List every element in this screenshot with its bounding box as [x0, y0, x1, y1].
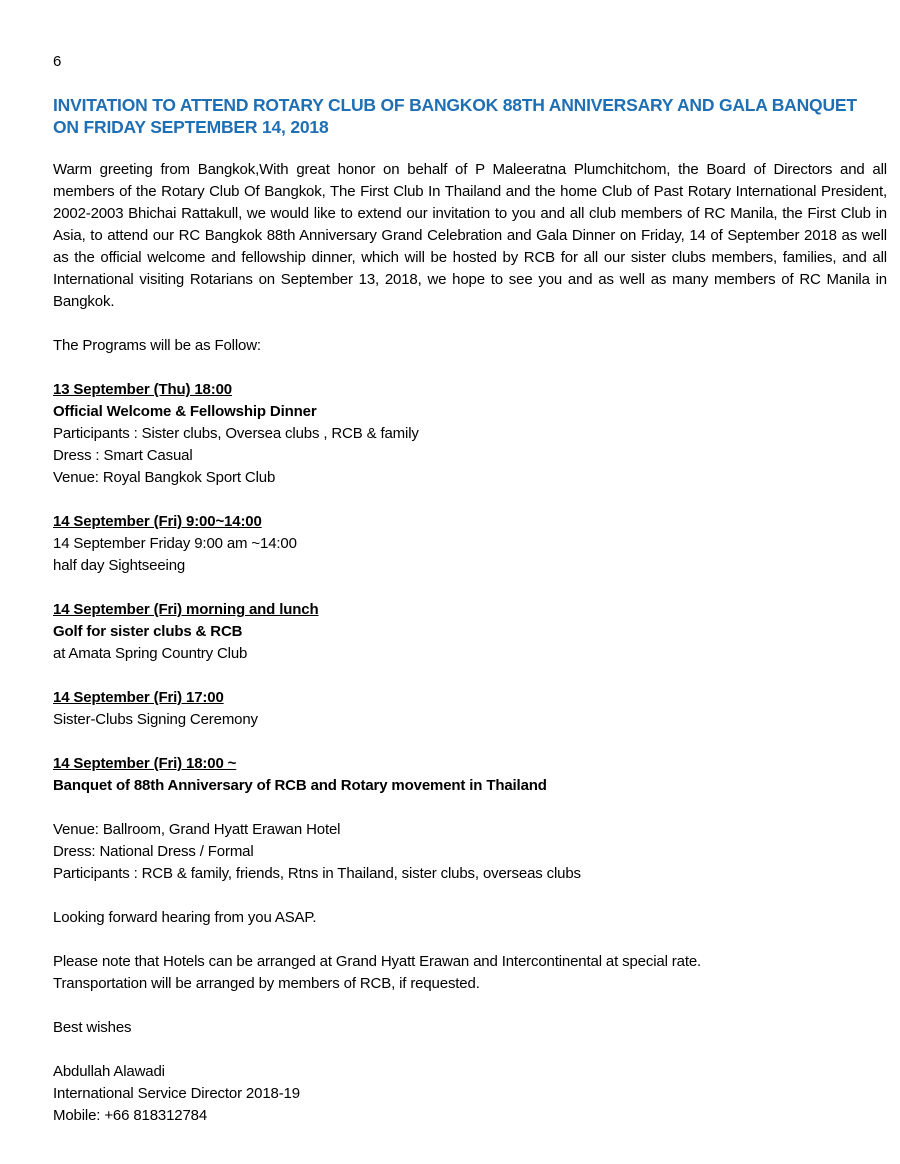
event-heading: 14 September (Fri) 17:00	[53, 689, 224, 706]
signature-block	[53, 1061, 887, 1127]
signature-position: International Service Director 2018-19	[53, 1085, 300, 1102]
event-detail: Dress: National Dress / Formal	[53, 843, 254, 860]
event-subtitle: Official Welcome & Fellowship Dinner	[53, 403, 317, 420]
letter-body	[53, 159, 887, 1127]
signature-mobile: Mobile: +66 818312784	[53, 1107, 208, 1124]
closing-line: Looking forward hearing from you ASAP.	[53, 909, 317, 926]
event-detail: Venue: Ballroom, Grand Hyatt Erawan Hotel	[53, 821, 341, 838]
transport-note: Transportation will be arranged by members of RCB, if requested.	[53, 975, 480, 992]
signature-name: Abdullah Alawadi	[53, 1063, 165, 1080]
programs-intro: The Programs will be as Follow:	[53, 337, 261, 354]
event-heading: 14 September (Fri) 9:00~14:00	[53, 513, 262, 530]
program-event	[53, 753, 887, 885]
page-number: 6	[53, 53, 62, 70]
event-detail: Participants : Sister clubs, Oversea clubs , RCB & family	[53, 425, 419, 442]
event-detail: at Amata Spring Country Club	[53, 645, 248, 662]
event-heading: 14 September (Fri) morning and lunch	[53, 601, 319, 618]
event-subtitle: Golf for sister clubs & RCB	[53, 623, 243, 640]
intro-paragraph: Warm greeting from Bangkok,With great honor on behalf of P Maleeratna Plumchitchom, the Board of Directors and all members of the Rotary Club Of Bangkok, The First Club In Thailand and the home Club of Past Rotary International President, 2002-2003 Bhichai Rattakull, we would like to extend our invitation to you and all club members of RC Manila, the First Club in Asia, to attend our RC Bangkok 88th Anniversary Grand Celebration and Gala Dinner on Friday, 14 of September 2018 as well as the official welcome and fellowship dinner, which will be hosted by RCB for all our sister clubs members, families, and all International visiting Rotarians on September 13, 2018, we hope to see you and as well as many members of RC Manila in Bangkok.	[53, 161, 887, 310]
event-detail: Participants : RCB & family, friends, Rtns in Thailand, sister clubs, overseas clubs	[53, 865, 581, 882]
program-event	[53, 379, 887, 489]
event-detail: Venue: Royal Bangkok Sport Club	[53, 469, 276, 486]
signoff: Best wishes	[53, 1019, 132, 1036]
program-event	[53, 511, 887, 577]
program-event	[53, 599, 887, 665]
page-title: INVITATION TO ATTEND ROTARY CLUB OF BANGKOK 88TH ANNIVERSARY AND GALA BANQUET ON FRIDAY SEPTEMBER 14, 2018	[53, 95, 857, 137]
event-detail: 14 September Friday 9:00 am ~14:00	[53, 535, 297, 552]
event-detail: Sister-Clubs Signing Ceremony	[53, 711, 258, 728]
program-event	[53, 687, 887, 731]
event-subtitle: Banquet of 88th Anniversary of RCB and Rotary movement in Thailand	[53, 777, 547, 794]
event-heading: 13 September (Thu) 18:00	[53, 381, 232, 398]
event-detail: half day Sightseeing	[53, 557, 186, 574]
event-heading: 14 September (Fri) 18:00 ~	[53, 755, 237, 772]
hotel-note: Please note that Hotels can be arranged at Grand Hyatt Erawan and Intercontinental at special rate.	[53, 953, 702, 970]
event-detail: Dress : Smart Casual	[53, 447, 193, 464]
